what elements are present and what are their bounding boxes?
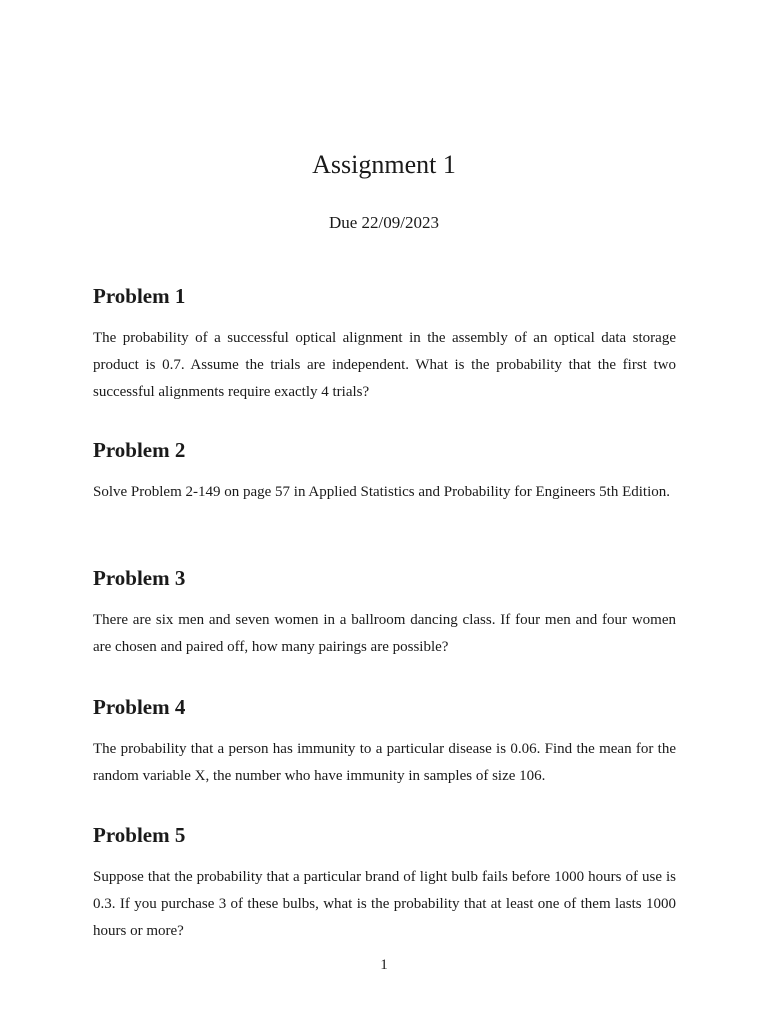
- problem-2: [93, 437, 676, 506]
- problem-text: Solve Problem 2-149 on page 57 in Applied Statistics and Probability for Engineers 5th Edition.: [93, 484, 671, 500]
- problem-heading: Problem 1: [93, 284, 186, 308]
- problem-heading: Problem 4: [93, 695, 186, 719]
- problem-5: [93, 822, 676, 944]
- problem-3: [93, 565, 676, 661]
- problem-4: [93, 694, 676, 790]
- problem-heading: Problem 2: [93, 438, 186, 462]
- problem-heading: Problem 5: [93, 823, 186, 847]
- problem-heading: Problem 3: [93, 566, 186, 590]
- problem-1: [93, 283, 676, 405]
- problem-text: The probability that a person has immunity to a particular disease is 0.06. Find the mean for the random variable X, the number who have immunity in samples of size 106.: [93, 741, 676, 784]
- page-number: 1: [380, 957, 388, 973]
- document-title: Assignment 1: [312, 150, 456, 179]
- problem-text: There are six men and seven women in a ballroom dancing class. If four men and four women are chosen and paired off, how many pairings are possible?: [93, 612, 676, 655]
- problem-text: Suppose that the probability that a particular brand of light bulb fails before 1000 hours of use is 0.3. If you purchase 3 of these bulbs, what is the probability that at least one of them lasts 1000 hours or more?: [93, 869, 676, 939]
- due-date: Due 22/09/2023: [328, 213, 440, 232]
- problem-text: The probability of a successful optical alignment in the assembly of an optical data storage product is 0.7. Assume the trials are independent. What is the probability that the first two successful alignments require exactly 4 trials?: [93, 330, 676, 400]
